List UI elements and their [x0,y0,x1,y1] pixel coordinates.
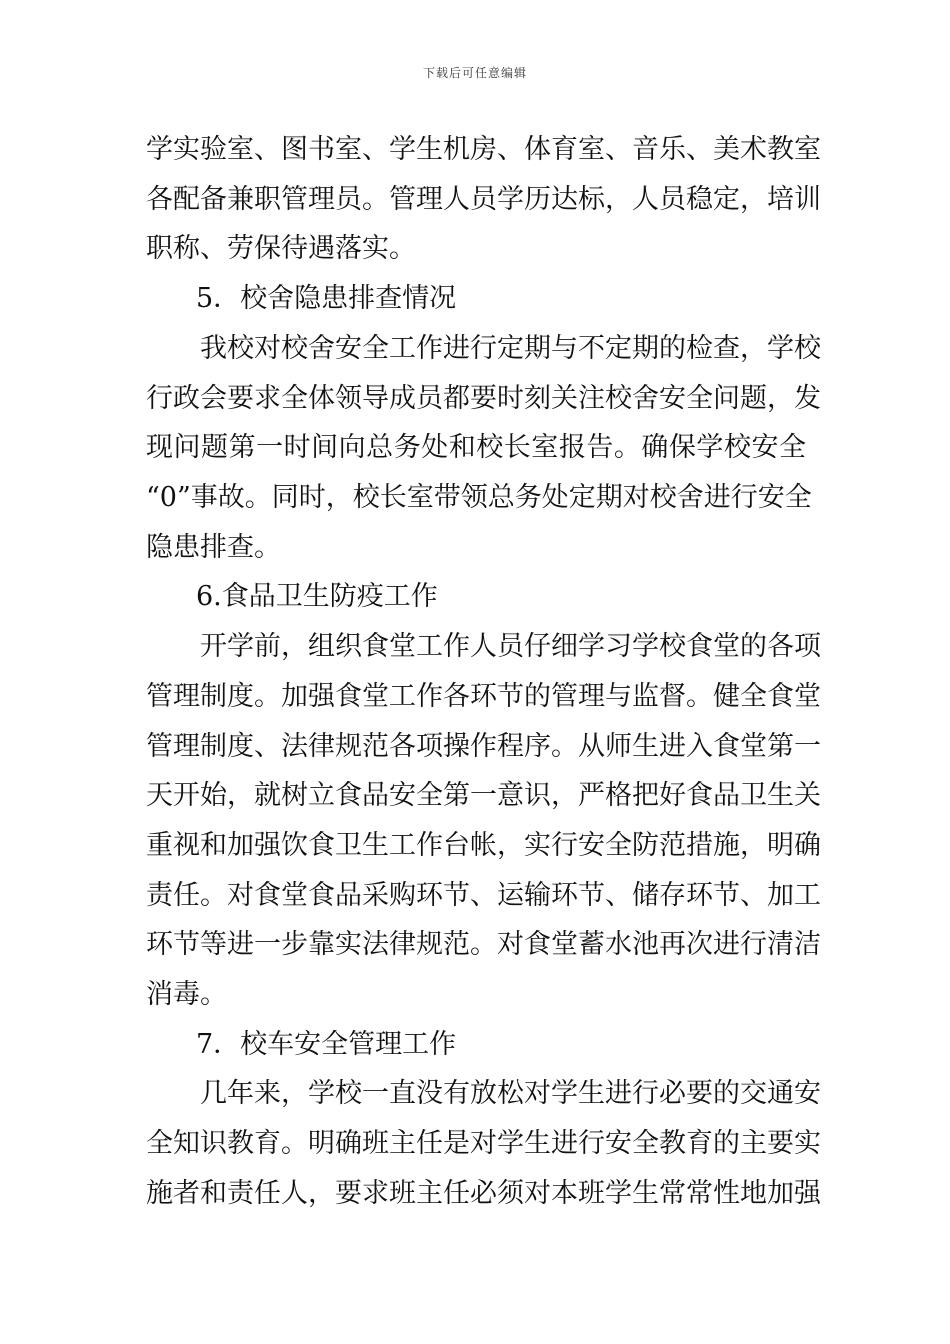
body-line: 各配备兼职管理员。管理人员学历达标，人员稳定，培训 [146,184,821,215]
body-line: 环节等进一步靠实法律规范。对食堂蓄水池再次进行清洁 [146,929,821,960]
body-line: 消毒。 [146,979,227,1010]
body-line: 现问题第一时间向总务处和校长室报告。确保学校安全 [146,432,806,463]
body-line: 重视和加强饮食卫生工作台帐，实行安全防范措施，明确 [146,830,821,861]
body-line: 学实验室、图书室、学生机房、体育室、音乐、美术教室 [146,134,821,165]
body-line: 全知识教育。明确班主任是对学生进行安全教育的主要实 [146,1128,821,1159]
section-heading-6: 6.食品卫生防疫工作 [196,581,438,612]
paragraph-first-line: 我校对校舍安全工作进行定期与不定期的检查，学校 [200,333,821,364]
body-line: “0”事故。同时，校长室带领总务处定期对校舍进行安全 [146,482,812,513]
paragraph-first-line: 开学前，组织食堂工作人员仔细学习学校食堂的各项 [200,631,821,662]
body-line: 管理制度、法律规范各项操作程序。从师生进入食堂第一 [146,731,821,762]
body-line: 管理制度。加强食堂工作各环节的管理与监督。健全食堂 [146,681,821,712]
body-line: 行政会要求全体领导成员都要时刻关注校舍安全问题，发 [146,383,821,414]
body-line: 施者和责任人，要求班主任必须对本班学生常常性地加强 [146,1178,821,1209]
page-header: 下载后可任意编辑 [422,66,527,80]
section-heading-7: 7．校车安全管理工作 [196,1029,457,1060]
body-line: 责任。对食堂食品采购环节、运输环节、储存环节、加工 [146,880,821,911]
section-heading-5: 5．校舍隐患排查情况 [196,283,457,314]
body-line: 隐患排查。 [146,532,281,563]
body-line: 职称、劳保待遇落实。 [146,233,416,264]
body-line: 天开始，就树立食品安全第一意识，严格把好食品卫生关 [146,780,821,811]
paragraph-first-line: 几年来，学校一直没有放松对学生进行必要的交通安 [200,1078,821,1109]
